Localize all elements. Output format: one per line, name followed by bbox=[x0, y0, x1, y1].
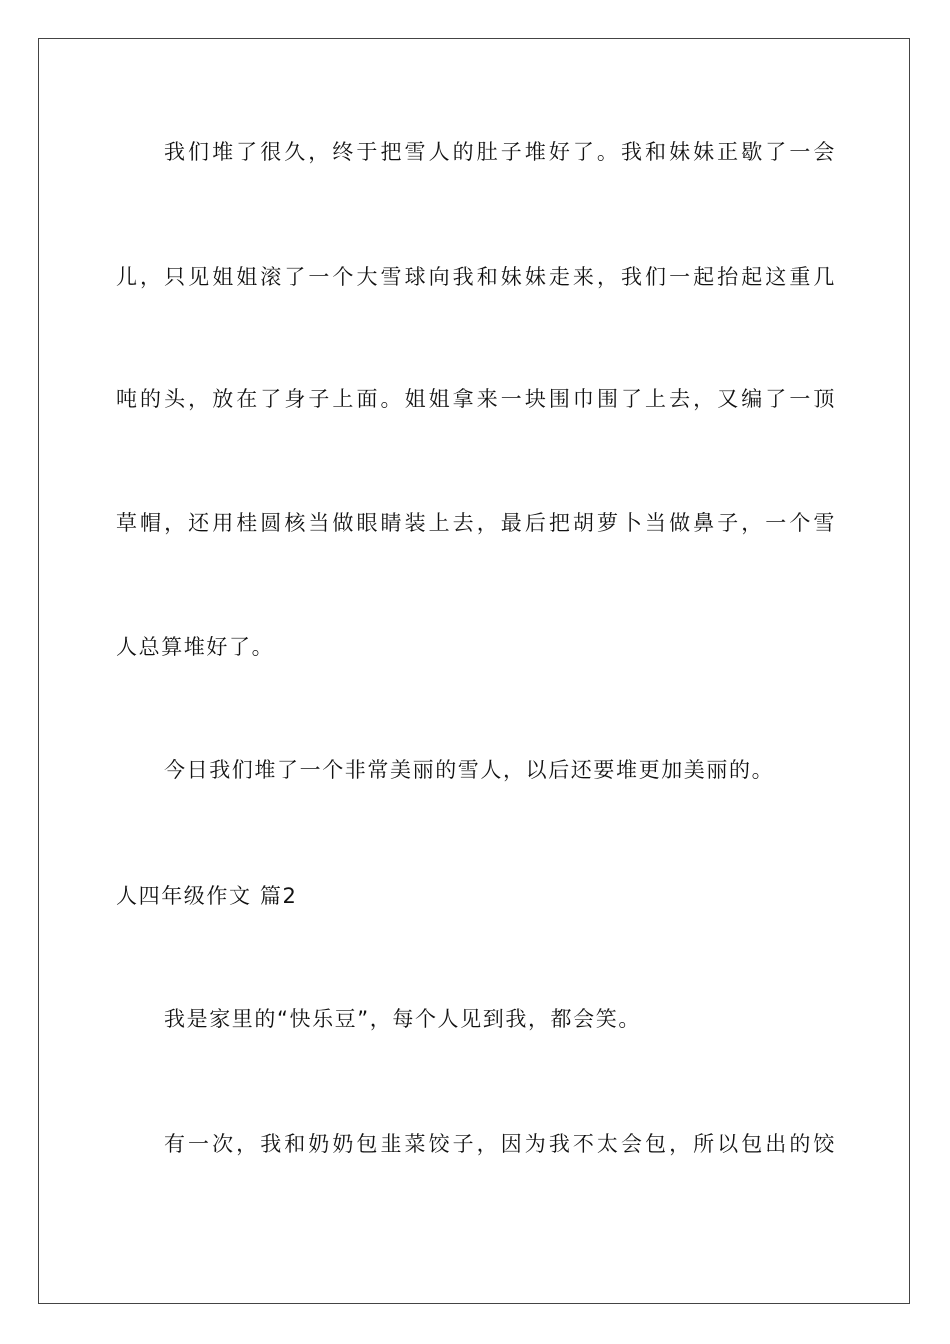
paragraph-line: 我们堆了很久，终于把雪人的肚子堆好了。我和妹妹正歇了一会 bbox=[164, 140, 836, 164]
paragraph-line: 我是家里的“快乐豆”，每个人见到我，都会笑。 bbox=[164, 1007, 641, 1031]
paragraph-line: 人总算堆好了。 bbox=[116, 635, 275, 659]
section-heading: 人四年级作文 篇2 bbox=[116, 884, 298, 908]
page-frame bbox=[38, 38, 910, 1304]
paragraph-line: 有一次，我和奶奶包韭菜饺子，因为我不太会包，所以包出的饺 bbox=[164, 1132, 836, 1156]
paragraph-line: 儿，只见姐姐滚了一个大雪球向我和妹妹走来，我们一起抬起这重几 bbox=[116, 265, 836, 289]
paragraph-line: 今日我们堆了一个非常美丽的雪人，以后还要堆更加美丽的。 bbox=[164, 758, 775, 782]
paragraph-line: 吨的头，放在了身子上面。姐姐拿来一块围巾围了上去，又编了一顶 bbox=[116, 387, 836, 411]
paragraph-line: 草帽，还用桂圆核当做眼睛装上去，最后把胡萝卜当做鼻子，一个雪 bbox=[116, 511, 836, 535]
